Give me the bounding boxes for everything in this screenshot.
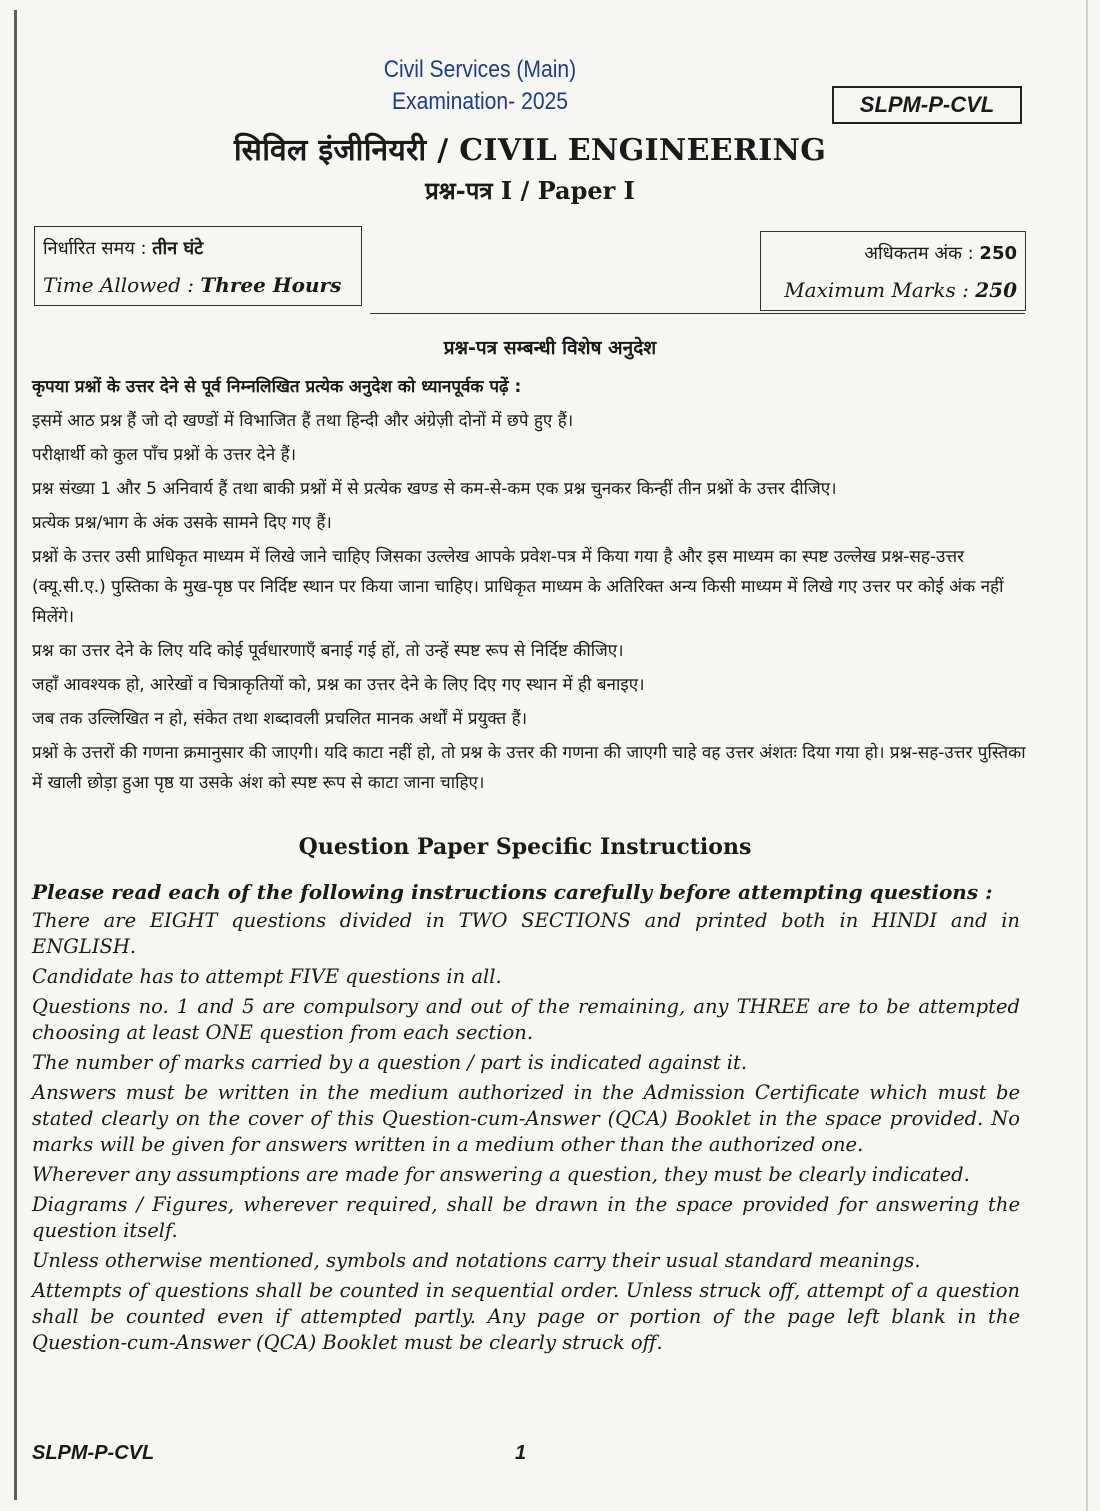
time-hindi-label: निर्धारित समय :: [43, 238, 147, 259]
hindi-instruction-item: परीक्षार्थी को कुल पाँच प्रश्नों के उत्तर देने हैं।: [32, 445, 297, 465]
english-instruction-item: Attempts of questions shall be counted in sequential order. Unless struck off, attempt of a question shall be counted even if attempted partly. Any page or portion of the page left blank in the Question-cum-Answer (QCA) Booklet must be clearly struck off.: [32, 1279, 1020, 1354]
english-instructions-heading: Question Paper Specific Instructions: [298, 834, 752, 860]
scan-edge-left: [14, 10, 17, 1500]
marks-hindi-label: अधिकतम अंक :: [864, 243, 974, 264]
time-english-value: Three Hours: [200, 273, 342, 297]
english-instruction-item: Questions no. 1 and 5 are compulsory and out of the remaining, any THREE are to be attempted choosing at least ONE question from each section.: [32, 995, 1020, 1044]
hindi-instruction-item: प्रश्नों के उत्तरों की गणना क्रमानुसार की जाएगी। यदि काटा नहीं हो, तो प्रश्न के उत्तर की गणना की जाएगी चाहे वह उत्तर अंशतः दिया गया हो। प्रश्न-सह-उत्तर पुस्तिका में खाली छोड़ा हुआ पृष्ठ या उसके अंश को स्पष्ट रूप से काटा जाना चाहिए।: [32, 743, 1026, 793]
hindi-instruction-item: प्रश्न संख्या 1 और 5 अनिवार्य हैं तथा बाकी प्रश्नों में से प्रत्येक खण्ड से कम-से-कम एक प्रश्न चुनकर किन्हीं तीन प्रश्नों के उत्तर दीजिए।: [32, 479, 837, 499]
time-hindi-value: तीन घंटे: [152, 238, 204, 259]
marks-english-label: Maximum Marks :: [784, 278, 969, 302]
time-allowed-box: [34, 226, 362, 306]
hindi-instruction-item: जहाँ आवश्यक हो, आरेखों व चित्राकृतियों को, प्रश्न का उत्तर देने के लिए दिए गए स्थान में ही बनाइए।: [32, 675, 645, 695]
hindi-instructions-list: [32, 372, 1032, 802]
time-english-label: Time Allowed :: [43, 273, 195, 297]
english-instructions-list: [32, 908, 1020, 1360]
marks-english-value: 250: [975, 278, 1017, 302]
hindi-instruction-item: प्रश्नों के उत्तर उसी प्राधिकृत माध्यम में लिखे जाने चाहिए जिसका उल्लेख आपके प्रवेश-पत्र में किया गया है और इस माध्यम का स्पष्ट उल्लेख प्रश्न-सह-उत्तर (क्यू.सी.ए.) पुस्तिका के मुख-पृष्ठ पर निर्दिष्ट स्थान पर किया जाना चाहिए। प्राधिकृत माध्यम के अतिरिक्त अन्य किसी माध्यम में लिखे गए उत्तर पर कोई अंक नहीं मिलेंगे।: [32, 547, 1004, 627]
paper-title: प्रश्न-पत्र I / Paper I: [425, 176, 635, 205]
footer-page-number: 1: [515, 1442, 527, 1464]
marks-hindi-line: [769, 236, 1017, 272]
english-instruction-item: Wherever any assumptions are made for answering a question, they must be clearly indicated.: [32, 1163, 970, 1186]
paper-code-box: SLPM-P-CVL: [832, 86, 1022, 124]
scan-edge-right: [1086, 0, 1088, 1511]
hindi-instruction-item: इसमें आठ प्रश्न हैं जो दो खण्डों में विभाजित हैं तथा हिन्दी और अंग्रेज़ी दोनों में छपे हुए हैं।: [32, 411, 574, 431]
english-instruction-item: Unless otherwise mentioned, symbols and notations carry their usual standard meanings.: [32, 1249, 921, 1272]
exam-title-line1: Civil Services (Main): [383, 56, 577, 83]
english-instruction-item: Answers must be written in the medium authorized in the Admission Certificate which must be stated clearly on the cover of this Question-cum-Answer (QCA) Booklet in the space provided. No marks will be given for answers written in a medium other than the authorized one.: [32, 1081, 1020, 1156]
hindi-instruction-item: प्रत्येक प्रश्न/भाग के अंक उसके सामने दिए गए हैं।: [32, 513, 332, 533]
time-english-line: [43, 267, 353, 303]
exam-title-line2: Examination- 2025: [391, 88, 569, 115]
english-instructions-lead: Please read each of the following instructions carefully before attempting questions :: [32, 880, 993, 904]
footer-paper-code: SLPM-P-CVL: [32, 1442, 155, 1464]
english-instruction-item: Candidate has to attempt FIVE questions in all.: [32, 965, 502, 988]
english-instruction-item: The number of marks carried by a question / part is indicated against it.: [32, 1051, 748, 1074]
marks-hindi-value: 250: [979, 243, 1017, 264]
english-instruction-item: There are EIGHT questions divided in TWO SECTIONS and printed both in HINDI and in ENGLISH.: [32, 909, 1020, 958]
hindi-instructions-heading: प्रश्न-पत्र सम्बन्धी विशेष अनुदेश: [443, 337, 657, 359]
header-divider: [370, 313, 1025, 314]
subject-title: सिविल इंजीनियरी / CIVIL ENGINEERING: [233, 133, 827, 168]
english-instruction-item: Diagrams / Figures, wherever required, shall be drawn in the space provided for answering the question itself.: [32, 1193, 1020, 1242]
maximum-marks-box: [760, 231, 1026, 311]
exam-title-stamp: [348, 54, 612, 118]
hindi-instructions-lead: कृपया प्रश्नों के उत्तर देने से पूर्व निम्नलिखित प्रत्येक अनुदेश को ध्यानपूर्वक पढ़ें :: [32, 377, 522, 397]
marks-english-line: [769, 272, 1017, 308]
hindi-instruction-item: जब तक उल्लिखित न हो, संकेत तथा शब्दावली प्रचलित मानक अर्थों में प्रयुक्त हैं।: [32, 709, 528, 729]
time-hindi-line: [43, 231, 353, 267]
hindi-instruction-item: प्रश्न का उत्तर देने के लिए यदि कोई पूर्वधारणाएँ बनाई गई हों, तो उन्हें स्पष्ट रूप से निर्दिष्ट कीजिए।: [32, 641, 624, 661]
